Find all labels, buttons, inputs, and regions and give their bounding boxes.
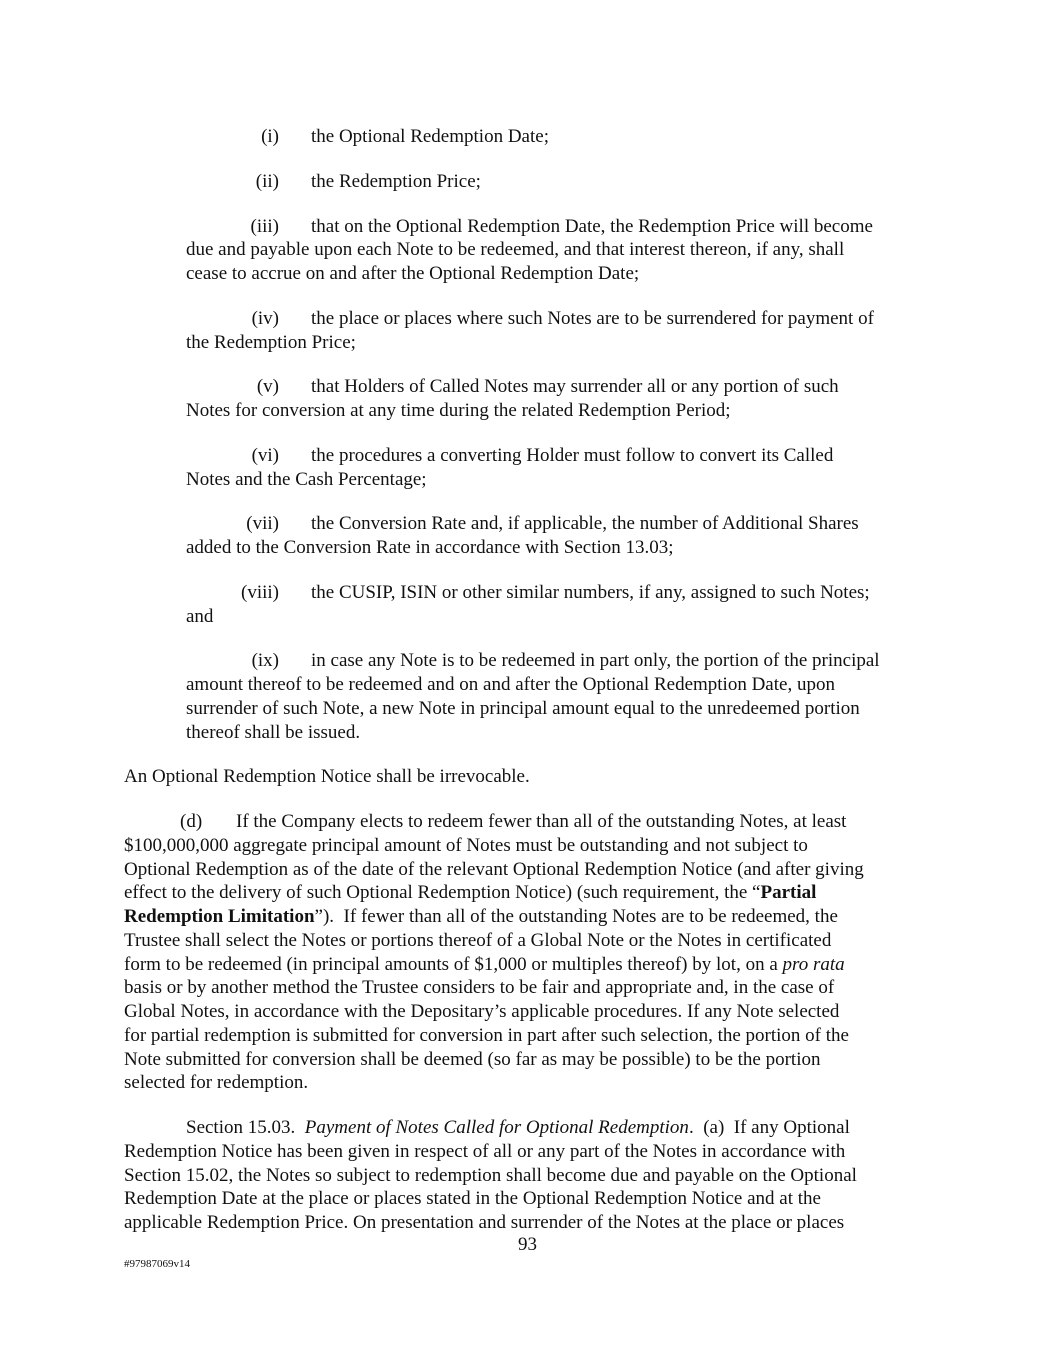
text-line: surrender of such Note, a new Note in principal amount equal to the unredeemed portion — [186, 697, 860, 719]
text-line: Redemption Notice has been given in respect of all or any part of the Notes in accordance with — [124, 1140, 846, 1162]
text-line: in case any Note is to be redeemed in part only, the portion of the principal — [311, 650, 880, 672]
text-line: Notes for conversion at any time during the related Redemption Period; — [186, 400, 731, 421]
item-label: (iv) — [251, 307, 279, 329]
text-line: Note submitted for conversion shall be deemed (so far as may be possible) to be the portion — [124, 1048, 821, 1070]
text-line: that on the Optional Redemption Date, the Redemption Price will become — [311, 215, 873, 237]
text-line: the procedures a converting Holder must follow to convert its Called — [311, 444, 834, 466]
text-line: Notes and the Cash Percentage; — [186, 468, 427, 490]
text-line — [124, 905, 838, 929]
page-number: 93 — [518, 1234, 537, 1255]
text-line: If the Company elects to redeem fewer than all of the outstanding Notes, at least — [236, 811, 847, 832]
text-line: Section 15.02, the Notes so subject to redemption shall become due and payable on the Optional — [124, 1164, 857, 1186]
text-line: amount thereof to be redeemed and on and after the Optional Redemption Date, upon — [186, 674, 835, 695]
text-line: basis or by another method the Trustee considers to be fair and appropriate and, in the case of — [124, 977, 835, 999]
text-line — [186, 1116, 850, 1140]
text-run: form to be redeemed (in principal amounts of $1,000 or multiples thereof) by lot, on a — [124, 953, 783, 975]
text-line: thereof shall be issued. — [186, 721, 361, 743]
text-line: selected for redemption. — [124, 1072, 309, 1094]
item-label: (ix) — [251, 650, 279, 672]
text-line: the Conversion Rate and, if applicable, the number of Additional Shares — [311, 513, 859, 535]
bold-text: Redemption Limitation — [124, 906, 315, 927]
item-label: (vi) — [251, 444, 279, 466]
text-line: the CUSIP, ISIN or other similar numbers, if any, assigned to such Notes; — [311, 581, 870, 603]
text-run: effect to the delivery of such Optional Redemption Notice) (such requirement, the “ — [124, 882, 761, 904]
item-label: (ii) — [255, 170, 279, 192]
item-label: (d) — [180, 811, 203, 832]
text-line: An Optional Redemption Notice shall be irrevocable. — [124, 766, 530, 788]
text-line: Trustee shall select the Notes or portions thereof of a Global Note or the Notes in certificated — [124, 929, 832, 951]
text-line: Optional Redemption as of the date of the relevant Optional Redemption Notice (and after giving — [124, 858, 864, 880]
text-line: added to the Conversion Rate in accordance with Section 13.03; — [186, 537, 674, 558]
text-line — [124, 953, 845, 977]
item-label: (vii) — [246, 513, 279, 535]
text-line: applicable Redemption Price. On presentation and surrender of the Notes at the place or places — [124, 1212, 845, 1233]
text-line: the Optional Redemption Date; — [311, 126, 549, 147]
text-line: Redemption Date at the place or places stated in the Optional Redemption Notice and at the — [124, 1188, 821, 1210]
text-line: the Redemption Price; — [311, 170, 481, 192]
text-run: . (a) If any Optional — [688, 1117, 850, 1138]
bold-text: Partial — [760, 882, 817, 904]
text-line: that Holders of Called Notes may surrender all or any portion of such — [311, 376, 839, 398]
text-line — [124, 881, 816, 905]
text-line: Global Notes, in accordance with the Depositary’s applicable procedures. If any Note selected — [124, 1001, 840, 1022]
text-line: the Redemption Price; — [186, 331, 356, 353]
text-run: Section 15.03. — [186, 1117, 305, 1138]
text-line: and — [186, 605, 214, 627]
italic-text: pro rata — [782, 953, 845, 975]
item-label: (iii) — [250, 215, 279, 237]
text-line: for partial redemption is submitted for conversion in part after such selection, the portion of the — [124, 1024, 849, 1046]
item-label: (i) — [261, 126, 279, 147]
document-id: #97987069v14 — [124, 1258, 190, 1270]
item-label: (viii) — [241, 581, 279, 603]
item-label: (v) — [256, 376, 279, 398]
text-line: $100,000,000 aggregate principal amount of Notes must be outstanding and not subject to — [124, 834, 808, 856]
text-line: cease to accrue on and after the Optional Redemption Date; — [186, 263, 640, 284]
text-run: ”). If fewer than all of the outstanding Notes are to be redeemed, the — [314, 906, 838, 927]
text-line: due and payable upon each Note to be redeemed, and that interest thereon, if any, shall — [186, 239, 845, 261]
italic-text: Payment of Notes Called for Optional Redemption — [304, 1117, 689, 1138]
text-line: the place or places where such Notes are to be surrendered for payment of — [311, 307, 874, 329]
